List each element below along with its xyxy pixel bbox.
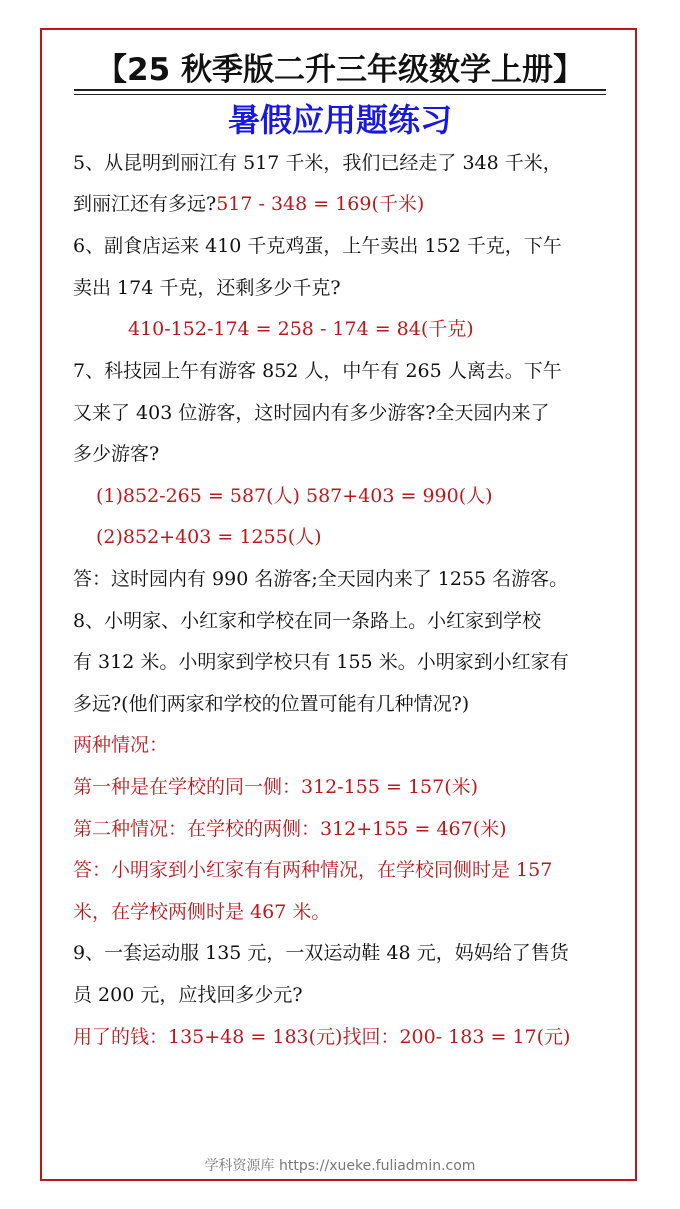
q8-line1: 8、小明家、小红家和学校在同一条路上。小红家到学校 — [73, 610, 542, 632]
q7-answer2: (2)852+403 = 1255(人) — [96, 526, 322, 548]
q5-answer: 517 - 348 = 169(千米) — [216, 193, 425, 215]
q8-line2: 有 312 米。小明家到学校只有 155 米。小明家到小红家有 — [73, 651, 569, 673]
q7-line2: 又来了 403 位游客，这时园内有多少游客?全天园内来了 — [73, 402, 550, 424]
q7-answer1: (1)852-265 = 587(人) 587+403 = 990(人) — [96, 485, 493, 507]
q5-line1: 5、从昆明到丽江有 517 千米，我们已经走了 348 千米， — [73, 152, 562, 174]
q8-answer3: 第二种情况：在学校的两侧：312+155 = 467(米) — [73, 818, 507, 840]
title-rule-thick — [74, 89, 606, 91]
q7-line3: 多少游客? — [73, 443, 160, 465]
q9-line1: 9、一套运动服 135 元，一双运动鞋 48 元，妈妈给了售货 — [73, 942, 569, 964]
page-subtitle: 暑假应用题练习 — [227, 101, 452, 139]
title-rule-thin — [74, 94, 606, 95]
q7-line1: 7、科技园上午有游客 852 人，中午有 265 人离去。下午 — [73, 360, 562, 382]
q8-answer1: 两种情况： — [73, 734, 169, 756]
q7-conclusion: 答：这时园内有 990 名游客;全天园内来了 1255 名游客。 — [73, 568, 569, 590]
q9-line2: 员 200 元，应找回多少元? — [73, 984, 303, 1006]
q6-line2: 卖出 174 千克，还剩多少千克? — [73, 277, 341, 299]
q8-line3: 多远?(他们两家和学校的位置可能有几种情况?) — [73, 693, 470, 715]
q8-answer4: 答：小明家到小红家有有两种情况，在学校同侧时是 157 — [73, 859, 553, 881]
page-title: 【25 秋季版二升三年级数学上册】 — [96, 52, 584, 88]
q5-question-text: 到丽江还有多远? — [73, 193, 217, 215]
q8-answer2: 第一种是在学校的同一侧：312-155 = 157(米) — [73, 776, 479, 798]
q5-line2 — [73, 191, 424, 217]
footer-watermark: 学科资源库 https://xueke.fuliadmin.com — [204, 1158, 476, 1174]
q8-answer5: 米，在学校两侧时是 467 米。 — [73, 901, 331, 923]
q6-line1: 6、副食店运来 410 千克鸡蛋，上午卖出 152 千克，下午 — [73, 235, 562, 257]
q9-answer: 用了的钱：135+48 = 183(元)找回：200- 183 = 17(元) — [73, 1026, 571, 1048]
q6-answer: 410-152-174 = 258 - 174 = 84(千克) — [128, 318, 474, 340]
